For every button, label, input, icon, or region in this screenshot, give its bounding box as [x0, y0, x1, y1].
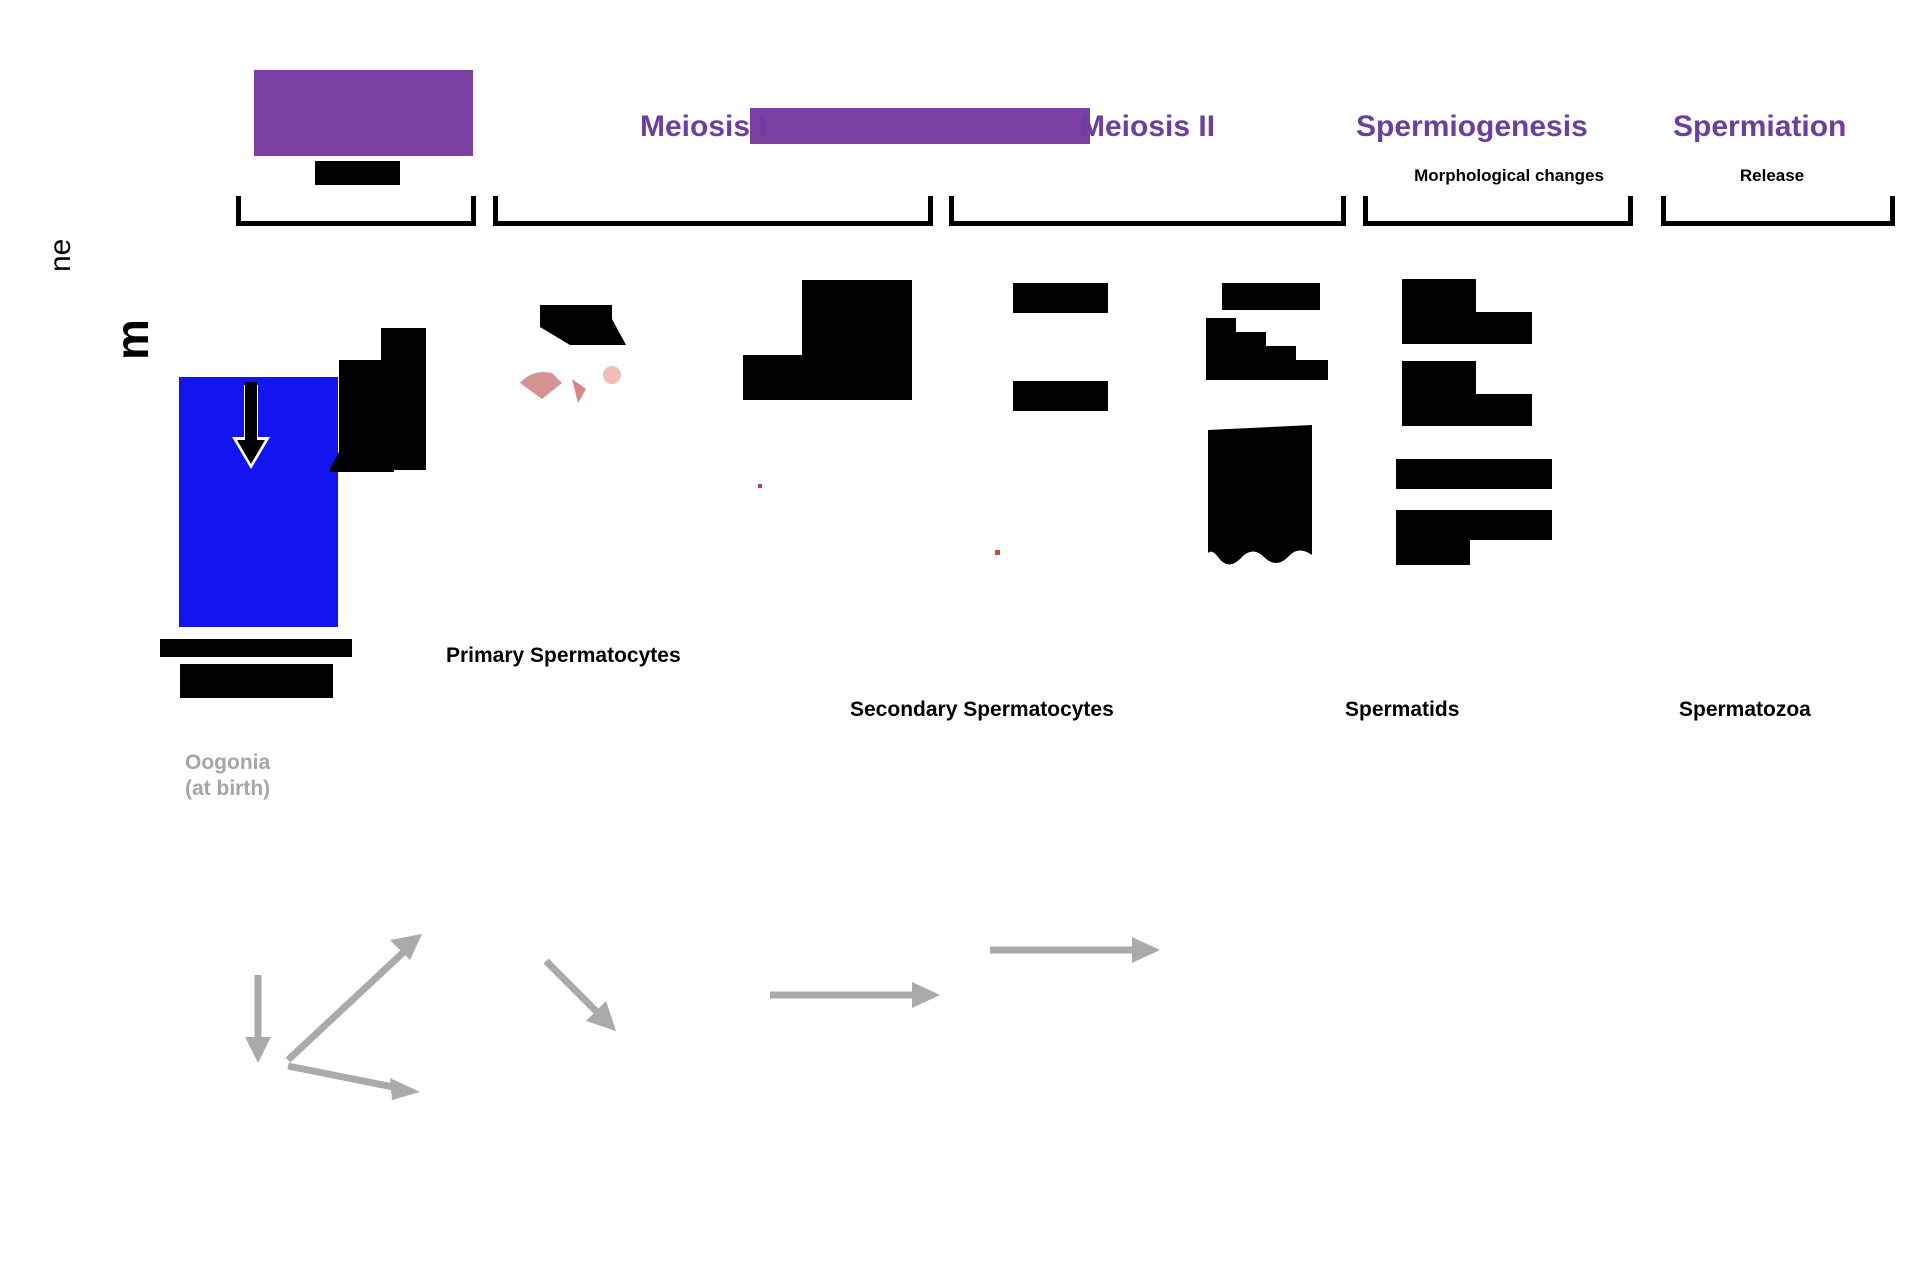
label-spermatozoa: Spermatozoa — [1679, 698, 1811, 721]
arrow-right-upper — [990, 930, 1170, 970]
redaction-stairs-5b — [1206, 318, 1331, 388]
bracket-stage-2 — [493, 196, 933, 226]
side-text-fragment-bottom: m — [106, 319, 158, 360]
side-text-fragment-top: ne — [44, 238, 77, 272]
label-secondary-spermatocytes: Secondary Spermatocytes — [850, 698, 1114, 721]
redaction-cell-2a — [540, 305, 630, 365]
cell-speck-4c — [995, 550, 1000, 555]
arrow-down-right — [280, 1040, 430, 1110]
redaction-triangle-1 — [330, 360, 400, 472]
subtitle-release: Release — [1739, 166, 1805, 185]
redaction-cell-1d — [180, 664, 333, 698]
stage-heading-meiosis-ii: Meiosis II — [1080, 110, 1216, 143]
redaction-cell-4a — [1013, 283, 1108, 313]
cell-fragment-2b — [512, 363, 622, 408]
redaction-cell-6d — [1402, 394, 1532, 426]
redaction-cell-4b — [1013, 381, 1108, 411]
bracket-stage-1 — [236, 196, 476, 226]
label-spermatids: Spermatids — [1345, 698, 1460, 721]
redaction-block-top-small — [315, 161, 400, 185]
redaction-cell-6g — [1396, 510, 1552, 540]
redaction-cell-3b — [743, 355, 912, 400]
redaction-block-top-left — [254, 70, 473, 156]
label-primary-spermatocytes: Primary Spermatocytes — [446, 644, 681, 667]
arrow-right-lower — [770, 975, 950, 1015]
redaction-cell-3a — [802, 280, 912, 360]
bracket-stage-5 — [1661, 196, 1895, 226]
redaction-cell-6e — [1396, 459, 1552, 489]
bracket-stage-4 — [1363, 196, 1633, 226]
redaction-cell-5a — [1222, 283, 1320, 310]
arrow-diagonal-down — [540, 955, 630, 1045]
label-oogonia-main: Oogonia — [185, 751, 271, 774]
redaction-blob-5c — [1208, 425, 1318, 570]
label-oogonia-sub: (at birth) — [185, 777, 271, 800]
arrow-down — [238, 975, 278, 1065]
redaction-cell-6b — [1402, 312, 1532, 344]
label-oogonia — [185, 750, 270, 802]
cell-speck-2c — [758, 484, 762, 488]
stage-heading-meiosis-i: Meiosis I — [640, 110, 767, 143]
stage-heading-spermiogenesis: Spermiogenesis — [1356, 110, 1588, 143]
redaction-cell-1c — [160, 639, 352, 657]
stage-heading-spermiation: Spermiation — [1673, 110, 1847, 143]
redaction-block-top-center — [750, 108, 1090, 144]
bracket-stage-3 — [949, 196, 1346, 226]
black-arrow-icon — [236, 382, 266, 472]
subtitle-morphological-changes: Morphological changes — [1414, 166, 1604, 185]
